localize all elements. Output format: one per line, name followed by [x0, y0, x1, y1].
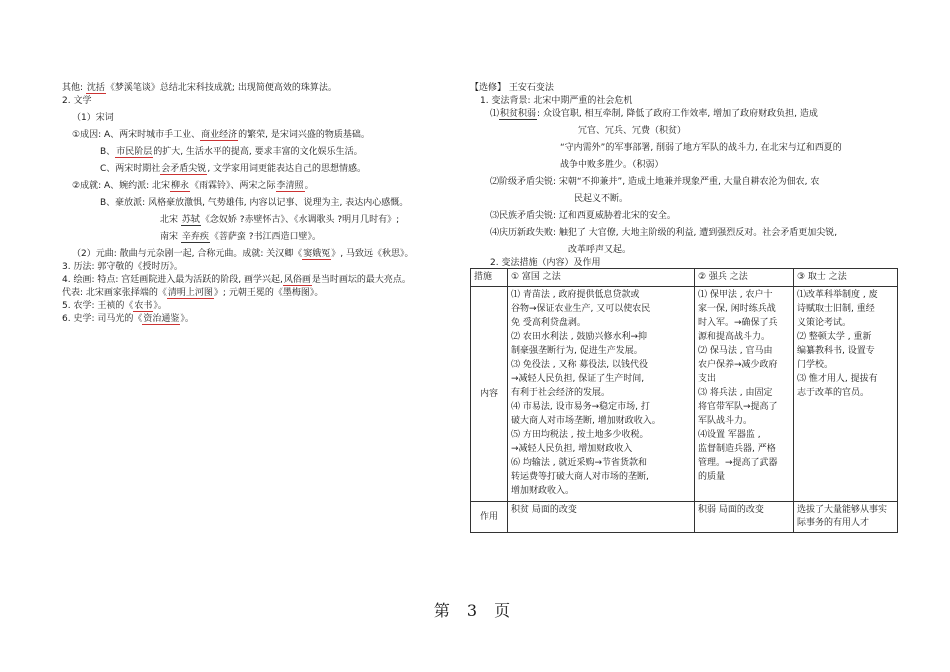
text-line: ⑷庆历新政失败: 触犯了 大官僚, 大地主阶级的利益, 遭到强烈反对。社会矛盾更加尖锐,	[490, 228, 838, 238]
cell-line: 有利于社会经济的发展。	[511, 388, 611, 398]
cell-line: →减轻人民负担, 增加财政收入	[511, 444, 633, 454]
text-line: 冗官、冗兵、冗费（积贫）	[578, 126, 687, 136]
underlined-term: 柳永	[171, 181, 190, 191]
background-title: 1. 变法背景: 北宋中期严重的社会危机	[480, 96, 633, 106]
effect-cell: 选拔了大量能够从事实际事务的有用人才	[794, 502, 898, 533]
cell-line: 监督制造兵器, 严格	[698, 444, 776, 454]
underlined-term: 农书	[134, 301, 153, 311]
header-cell: ② 强兵 之法	[695, 269, 794, 287]
text-line	[62, 248, 462, 261]
cell-line: ⑵ 整顿太学 , 重新	[797, 332, 872, 342]
text: 北宋	[160, 215, 181, 225]
text: B、	[100, 147, 116, 157]
measures-title: 2. 变法措施（内容）及作用	[490, 258, 601, 268]
section-heading: 【选修】 王安石变法	[470, 83, 554, 93]
text-line	[62, 214, 462, 227]
cell-line: 农户保养→减少政府	[698, 360, 778, 370]
cell-line: 增加财政收入。	[511, 486, 575, 496]
text-line	[62, 300, 462, 313]
text: B、豪放派: 风格豪放激惧, 气势雄伟, 内容以记事、说理为主, 表达内心感慨。	[100, 198, 409, 208]
underlined-term: 会矛盾尖锐	[161, 164, 207, 174]
underlined-term: 市民阶层	[116, 147, 153, 157]
row-label: 作用	[471, 502, 508, 533]
underlined-term: 苏轼	[181, 215, 200, 225]
text: 3. 历法: 郭守敬的《授时历》。	[62, 262, 183, 272]
cell-line: 转运费等打破大商人对市场的垄断,	[511, 472, 649, 482]
text: ②成就: A、婉约派: 北宋	[72, 181, 171, 191]
cell-line: 管理。→提高了武器	[698, 458, 778, 468]
cell-line: 将官带军队→提高了	[698, 402, 778, 412]
cell-line: 破大商人对市场垄断, 增加财政收入。	[511, 416, 661, 426]
cell-line: 家一保, 闲时练兵战	[698, 304, 776, 314]
section-heading	[62, 95, 462, 108]
text-line: 改革呼声又起。	[568, 245, 632, 255]
underlined-term: 沈括	[86, 83, 105, 93]
text-line	[470, 108, 898, 121]
subsection-heading	[62, 112, 462, 125]
text-line	[62, 163, 462, 176]
text-line: 战争中败多胜少。（积弱）	[560, 160, 664, 170]
text: , 文学家用词更能表达自己的思想情感。	[207, 164, 367, 174]
text-line	[62, 261, 462, 274]
cell-line: ⑴改革科举制度 , 废	[797, 290, 878, 300]
cell-line: ⑵ 保马法 , 官马由	[698, 346, 773, 356]
row-label: 内容	[471, 287, 508, 502]
underlined-term: 李清照	[276, 181, 304, 191]
underlined-term: 风俗画	[283, 275, 311, 285]
text: 是当时画坛的最大亮点。	[311, 275, 411, 285]
page-number: 第 3 页	[433, 601, 517, 620]
table-row	[471, 502, 898, 533]
text: 其他:	[62, 83, 86, 93]
text-line	[62, 129, 462, 142]
cell-line: 志于改革的官员。	[797, 388, 870, 398]
cell-line: ⑷设置 军器监 ,	[698, 430, 761, 440]
text: 《雨霖铃》、两宋之际	[190, 181, 276, 191]
cell-line: ⑴ 保甲法 , 农户十	[698, 290, 773, 300]
header-cell: ① 富国 之法	[508, 269, 695, 287]
text: 》。	[180, 314, 194, 324]
text: 》; 元朝王冕的《墨梅图》。	[213, 288, 324, 298]
text-line	[62, 82, 462, 95]
text: 4. 绘画: 特点: 宫廷画院进入最为活跃的阶段, 画学兴起,	[62, 275, 283, 285]
text: （1）宋词	[72, 113, 114, 123]
text-line: “守内需外”的军事部署, 削弱了地方军队的战斗力, 在北宋与辽和西夏的	[560, 143, 842, 153]
reform-measures-table	[470, 268, 898, 533]
effect-cell: 积贫 局面的改变	[508, 502, 695, 533]
cell-line: ⑹ 均输法 , 就近采购→节省货款和	[511, 458, 647, 468]
cell-line: 支出	[698, 374, 717, 384]
underlined-term: 资治通鉴	[143, 314, 180, 324]
cell-line: ⑴ 青苗法 , 政府提供低息贷款或	[511, 290, 640, 300]
cell-line: ⑶ 将兵法 , 由固定	[698, 388, 773, 398]
text-line	[62, 287, 462, 300]
underlined-term: 清明上河图	[167, 288, 213, 298]
text-line: ⑶民族矛盾尖锐: 辽和西夏威胁着北宋的安全。	[490, 211, 676, 221]
text-line	[62, 231, 462, 244]
cell-line: ⑶ 惟才用人, 提拔有	[797, 374, 878, 384]
cell-strong-army	[695, 287, 794, 502]
text: （2）元曲: 散曲与元杂剧一起, 合称元曲。成就: 关汉卿《	[72, 249, 303, 259]
cell-line: 军队战斗力。	[698, 416, 753, 426]
cell-line: 谷物→保证农业生产, 又可以使农民	[511, 304, 651, 314]
text: ⑴	[490, 109, 500, 119]
cell-line: ⑷ 市易法, 设市易务→稳定市场, 打	[511, 402, 650, 412]
cell-line: 时入军。→确保了兵	[698, 318, 778, 328]
cell-line: →减轻人民负担, 保证了生产时间,	[511, 374, 645, 384]
text: 南宋	[160, 232, 181, 242]
cell-select-talent	[794, 287, 898, 502]
cell-line: ⑵ 农田水利法 , 鼓励兴修水利→抑	[511, 332, 647, 342]
text-line	[62, 313, 462, 326]
cell-line: 编纂教科书, 设置专	[797, 346, 875, 356]
cell-line: 免 受高利贷盘剥。	[511, 318, 586, 328]
underlined-term: 商业经济	[201, 130, 238, 140]
header-cell: 措施	[471, 269, 508, 287]
text: 的繁荣, 是宋词兴盛的物质基础。	[238, 130, 370, 140]
underlined-term: 辛弃疾	[181, 232, 209, 242]
text: 5. 农学: 王祯的《	[62, 301, 134, 311]
text: 代表: 北宋画家张择端的《	[62, 288, 167, 298]
text: ①成因: A、两宋时城市手工业、	[72, 130, 201, 140]
text: 。	[304, 181, 314, 191]
underlined-term: 窦娥冤	[303, 249, 331, 259]
text-line: 民起义不断。	[574, 194, 629, 204]
cell-line: 门学校。	[797, 360, 834, 370]
cell-line: 诗赋取士旧制, 重经	[797, 304, 875, 314]
cell-line: 制豪强垄断行为, 促进生产发展。	[511, 346, 643, 356]
cell-line: 的质量	[698, 472, 726, 482]
cell-line: 义策论考试。	[797, 318, 852, 328]
text: : 众设官职, 相互牵制, 降低了政府工作效率, 增加了政府财政负担, 造成	[537, 109, 818, 119]
cell-line: ⑶ 免役法 , 又称 募役法, 以钱代役	[511, 360, 649, 370]
text: 《念奴娇 ?赤壁怀古》、《水调歌头 ?明月几时有》;	[200, 215, 400, 225]
text: 》, 马致远《秋思》。	[331, 249, 414, 259]
cell-line: 源和提高战斗力。	[698, 332, 771, 342]
text-line	[62, 274, 462, 287]
text: 2. 文学	[62, 96, 92, 106]
text: 》。	[153, 301, 167, 311]
right-column	[470, 82, 898, 270]
text: 《菩萨蛮 ?书江西造口壁》。	[209, 232, 322, 242]
text: 6. 史学: 司马光的《	[62, 314, 143, 324]
header-cell: ③ 取士 之法	[794, 269, 898, 287]
text: C、两宋时期社	[100, 164, 161, 174]
table-row	[471, 287, 898, 502]
effect-cell: 积弱 局面的改变	[695, 502, 794, 533]
cell-line: ⑸ 方田均税法 , 按土地多少收税。	[511, 430, 649, 440]
text-line	[62, 197, 462, 210]
underlined-term: 积贫积弱	[500, 109, 537, 119]
text-line	[62, 180, 462, 193]
table-header-row	[471, 269, 898, 287]
text-line: ⑵阶级矛盾尖锐: 宋朝“不抑兼并”, 造成土地兼并现象严重, 大量自耕农沦为佃农, 农	[490, 177, 820, 187]
text: 《梦溪笔谈》总结北宋科技成就; 出现简便高效的珠算法。	[105, 83, 337, 93]
text-line	[62, 146, 462, 159]
left-column	[62, 82, 462, 326]
cell-rich-country	[508, 287, 695, 502]
text: 的扩大, 生活水平的提高, 要求丰富的文化娱乐生活。	[153, 147, 363, 157]
